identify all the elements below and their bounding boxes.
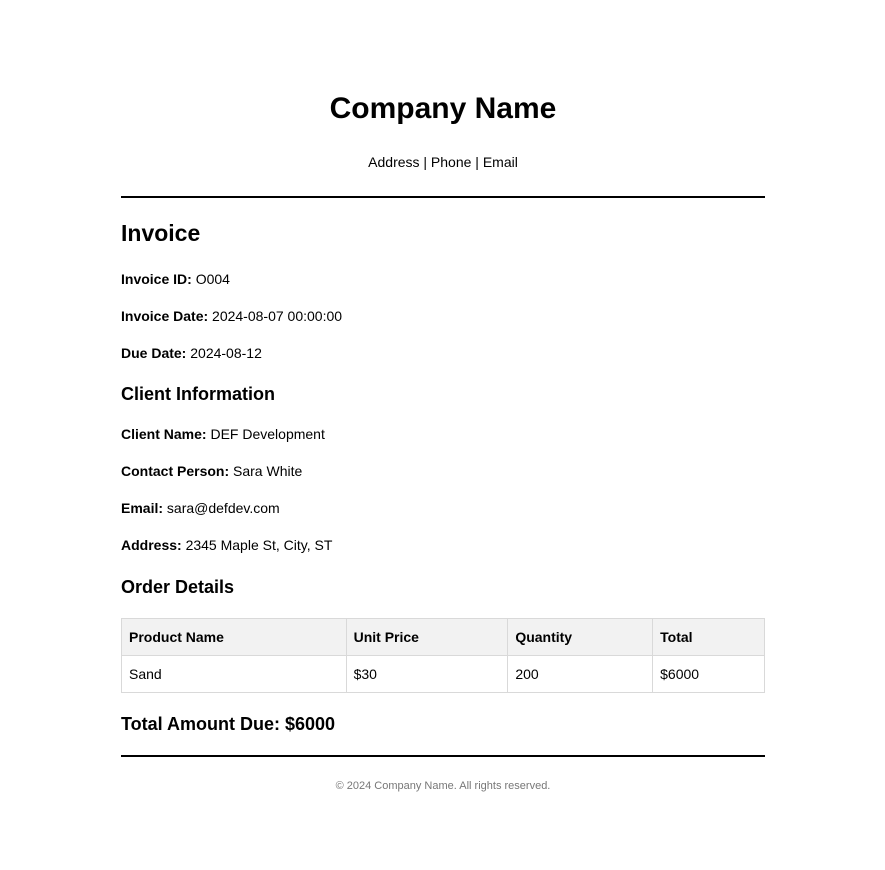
total-amount-due: Total Amount Due: $6000 bbox=[121, 714, 336, 734]
column-header-product-name: Product Name bbox=[122, 619, 347, 656]
company-contact-line: Address | Phone | Email bbox=[368, 154, 518, 170]
due-date-field bbox=[121, 344, 262, 362]
company-name: Company Name bbox=[329, 92, 557, 125]
column-header-total: Total bbox=[653, 619, 765, 656]
column-header-unit-price: Unit Price bbox=[346, 619, 508, 656]
cell-total: $6000 bbox=[653, 656, 765, 693]
client-name-field bbox=[121, 425, 325, 443]
client-address-label: Address: bbox=[121, 537, 182, 553]
order-table-header-row bbox=[122, 619, 765, 656]
order-details-heading: Order Details bbox=[121, 577, 235, 597]
cell-quantity: 200 bbox=[508, 656, 653, 693]
table-row bbox=[122, 656, 765, 693]
invoice-heading: Invoice bbox=[121, 220, 201, 246]
due-date-label: Due Date: bbox=[121, 345, 187, 361]
invoice-id-value: O004 bbox=[195, 271, 230, 287]
column-header-quantity: Quantity bbox=[508, 619, 653, 656]
contact-person-field bbox=[121, 462, 302, 480]
client-address-field bbox=[121, 536, 332, 554]
client-name-label: Client Name: bbox=[121, 426, 207, 442]
invoice-date-label: Invoice Date: bbox=[121, 308, 209, 324]
client-name-value: DEF Development bbox=[210, 426, 325, 442]
contact-person-value: Sara White bbox=[233, 463, 303, 479]
invoice-id-field bbox=[121, 270, 230, 288]
cell-product-name: Sand bbox=[122, 656, 347, 693]
due-date-value: 2024-08-12 bbox=[190, 345, 262, 361]
invoice-id-label: Invoice ID: bbox=[121, 271, 192, 287]
order-table bbox=[121, 618, 765, 693]
header-divider bbox=[121, 196, 765, 198]
client-email-field bbox=[121, 499, 280, 517]
client-info-heading: Client Information bbox=[121, 384, 275, 404]
footer-divider bbox=[121, 755, 765, 757]
client-address-value: 2345 Maple St, City, ST bbox=[185, 537, 333, 553]
invoice-date-value: 2024-08-07 00:00:00 bbox=[212, 308, 343, 324]
cell-unit-price: $30 bbox=[346, 656, 508, 693]
invoice-date-field bbox=[121, 307, 342, 325]
client-email-value: sara@defdev.com bbox=[166, 500, 280, 516]
copyright-footer: © 2024 Company Name. All rights reserved. bbox=[335, 780, 551, 792]
client-email-label: Email: bbox=[121, 500, 164, 516]
contact-person-label: Contact Person: bbox=[121, 463, 230, 479]
